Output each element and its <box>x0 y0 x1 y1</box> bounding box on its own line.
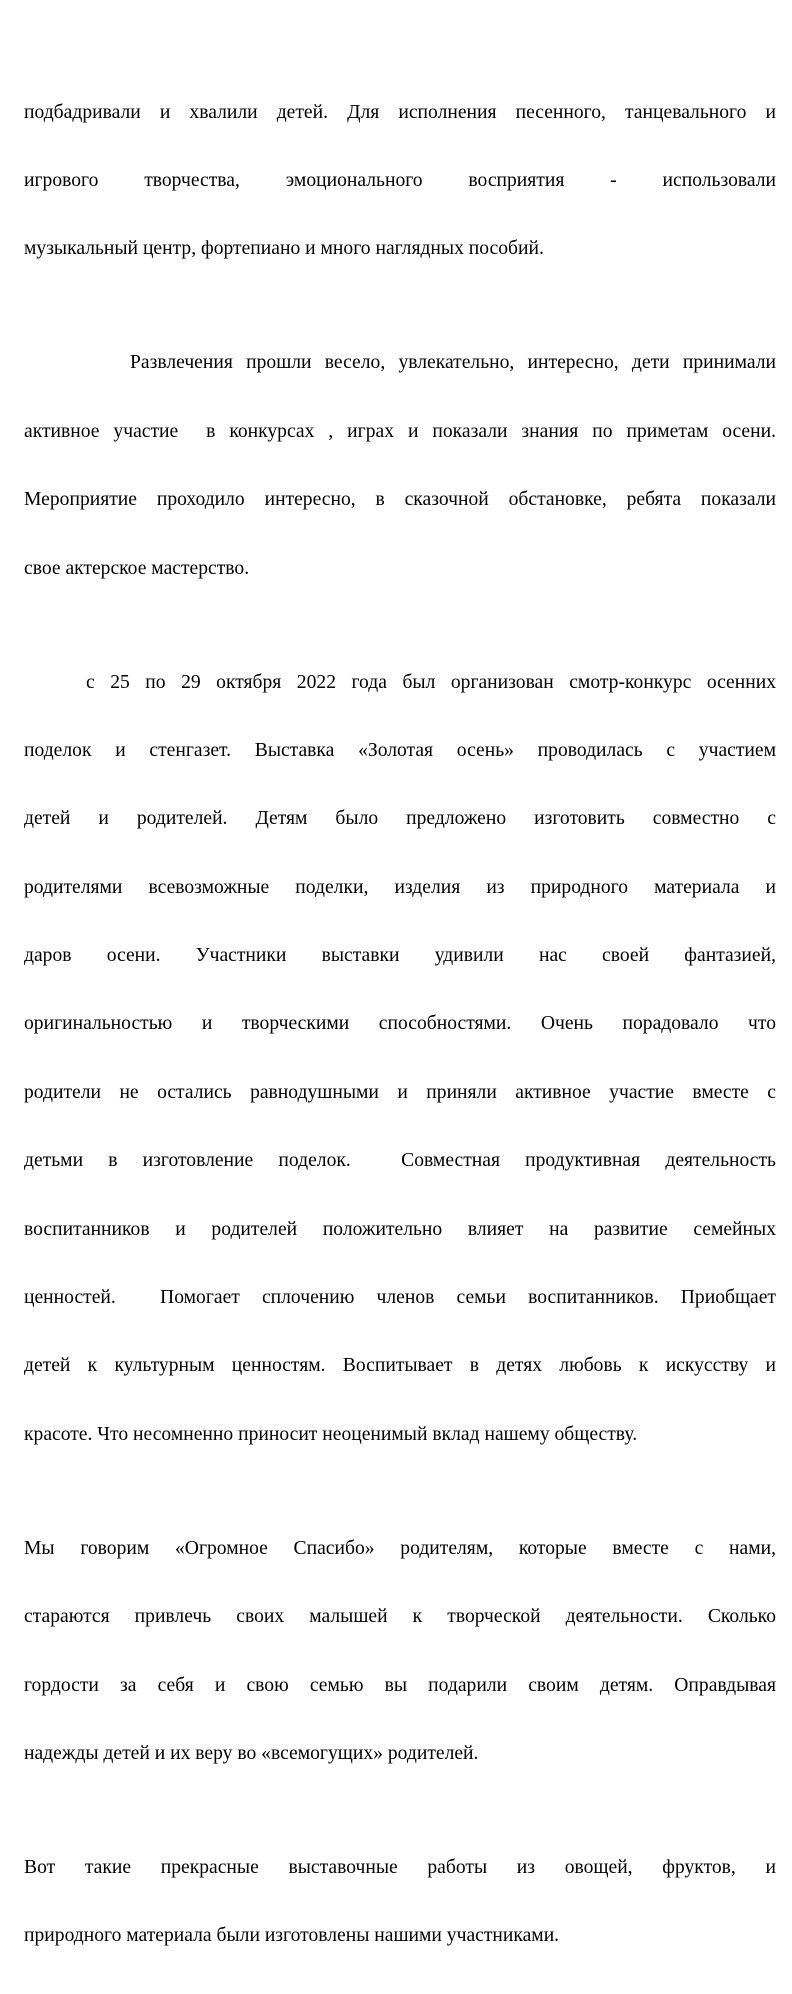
text-line: музыкальный центр, фортепиано и много наглядных пособий. <box>24 238 544 260</box>
text-line: подбадривали и хвалили детей. Для исполнения песенного, танцевального и <box>24 101 776 123</box>
text-line: Мероприятие проходило интересно, в сказочной обстановке, ребята показали <box>24 489 776 511</box>
text-line: надежды детей и их веру во «всемогущих» родителей. <box>24 1742 479 1764</box>
document-page <box>24 56 776 1994</box>
text-line: детей к культурным ценностям. Воспитывает в детях любовь к искусству и <box>24 1355 776 1377</box>
text-line: природного материала были изготовлены нашими участниками. <box>24 1925 560 1947</box>
text-line: стараются привлечь своих малышей к творческой деятельности. Сколько <box>24 1606 776 1628</box>
text-line: родителями всевозможные поделки, изделия из природного материала и <box>24 876 776 898</box>
text-line: Вот такие прекрасные выставочные работы из овощей, фруктов, и <box>24 1856 776 1878</box>
paragraph-5 <box>24 1811 776 1993</box>
text-line: красоте. Что несомненно приносит неоценимый вклад нашему обществу. <box>24 1423 638 1445</box>
text-line: активное участие в конкурсах , играх и показали знания по приметам осени. <box>24 420 776 442</box>
text-line: ценностей. Помогает сплочению членов семьи воспитанников. Приобщает <box>24 1287 776 1309</box>
paragraph-1 <box>24 56 776 307</box>
text-line: детьми в изготовление поделок. Совместная продуктивная деятельность <box>24 1150 776 1172</box>
paragraph-3 <box>24 626 776 1492</box>
text-line: родители не остались равнодушными и приняли активное участие вместе с <box>24 1081 776 1103</box>
text-line: даров осени. Участники выставки удивили нас своей фантазией, <box>24 945 776 967</box>
text-line: детей и родителей. Детям было предложено изготовить совместно с <box>24 808 776 830</box>
paragraph-2 <box>24 307 776 626</box>
text-line: игрового творчества, эмоционального восприятия - использовали <box>24 169 776 191</box>
text-line: свое актерское мастерство. <box>24 557 250 579</box>
text-line: оригинальностью и творческими способностями. Очень порадовало что <box>24 1013 776 1035</box>
text-line: Мы говорим «Огромное Спасибо» родителям, которые вместе с нами, <box>24 1537 776 1559</box>
paragraph-4 <box>24 1492 776 1811</box>
text-line: поделок и стенгазет. Выставка «Золотая осень» проводилась с участием <box>24 739 776 761</box>
text-line: с 25 по 29 октября 2022 года был организован смотр-конкурс осенних <box>24 671 777 693</box>
text-line: воспитанников и родителей положительно влияет на развитие семейных <box>24 1218 776 1240</box>
text-line: гордости за себя и свою семью вы подарили своим детям. Оправдывая <box>24 1674 776 1696</box>
text-line: Развлечения прошли весело, увлекательно, интересно, дети принимали <box>24 352 776 374</box>
